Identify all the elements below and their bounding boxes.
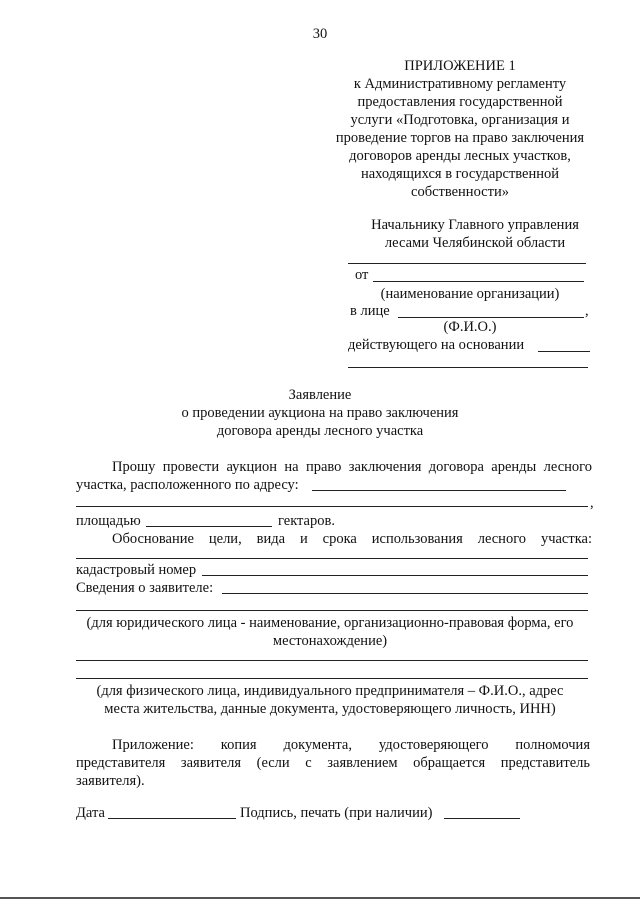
appendix-line: услуги «Подготовка, организация и [350, 112, 570, 128]
signature-fill-line[interactable] [444, 818, 520, 819]
physical-caption: (для физического лица, индивидуального предпринимателя – Ф.И.О., адрес [96, 683, 564, 699]
legal-fill-line-2[interactable] [76, 678, 588, 679]
applicant-fill-line-2[interactable] [76, 610, 588, 611]
date-fill-line[interactable] [108, 818, 236, 819]
address-fill-line-2[interactable] [76, 506, 588, 507]
addressee-line: лесами Челябинской области [384, 235, 566, 251]
cadastral-fill-line[interactable] [202, 575, 588, 576]
appendix-line: собственности» [411, 184, 509, 200]
signature-label: Подпись, печать (при наличии) [240, 805, 433, 821]
legal-fill-line[interactable] [76, 660, 588, 661]
from-fill-line[interactable] [373, 281, 584, 282]
addressee-line: Начальнику Главного управления [371, 217, 579, 233]
basis-fill-line-2[interactable] [348, 367, 588, 368]
legal-caption: местонахождение) [272, 633, 388, 649]
person-comma: , [585, 303, 589, 319]
physical-caption: места жительства, данные документа, удостоверяющего личность, ИНН) [104, 701, 556, 717]
address-fill-line[interactable] [312, 490, 566, 491]
basis-label: действующего на основании [348, 337, 525, 353]
attachment-text: заявителя). [76, 773, 145, 789]
applicant-label: Сведения о заявителе: [76, 580, 214, 596]
page-number: 30 [312, 26, 328, 42]
request-text: участка, расположенного по адресу: [76, 477, 299, 493]
attachment-text: Приложение: копия документа, удостоверяющего полномочия [112, 737, 590, 753]
address-comma: , [590, 495, 594, 511]
fill-line [348, 263, 586, 264]
appendix-line: предоставления государственной [357, 94, 563, 110]
cadastral-label: кадастровый номер [76, 562, 197, 578]
basis-fill-line[interactable] [538, 351, 590, 352]
request-text: Прошу провести аукцион на право заключения договора аренды лесного [112, 459, 592, 475]
appendix-title: ПРИЛОЖЕНИЕ 1 [404, 58, 516, 74]
page-bottom-border [0, 897, 640, 899]
statement-title: Заявление [288, 387, 352, 403]
area-label: площадью [76, 513, 141, 529]
statement-subtitle: о проведении аукциона на право заключения [181, 405, 459, 421]
appendix-line: проведение торгов на право заключения [335, 130, 585, 146]
purpose-fill-line[interactable] [76, 558, 588, 559]
from-label: от [355, 267, 369, 283]
area-fill-line[interactable] [146, 526, 272, 527]
applicant-fill-line[interactable] [222, 593, 588, 594]
appendix-line: договоров аренды лесных участков, [349, 148, 571, 164]
person-label: в лице [350, 303, 390, 319]
legal-caption: (для юридического лица - наименование, организационно-правовая форма, его [86, 615, 574, 631]
appendix-line: находящихся в государственной [360, 166, 560, 182]
org-caption: (наименование организации) [380, 286, 560, 302]
appendix-line: к Административному регламенту [353, 76, 567, 92]
purpose-text: Обоснование цели, вида и срока использования лесного участка: [112, 531, 592, 547]
date-label: Дата [76, 805, 105, 821]
attachment-text: представителя заявителя (если с заявлением обращается представитель [76, 755, 590, 771]
fio-caption: (Ф.И.О.) [443, 319, 497, 335]
statement-subtitle: договора аренды лесного участка [216, 423, 424, 439]
area-unit: гектаров. [278, 513, 335, 529]
